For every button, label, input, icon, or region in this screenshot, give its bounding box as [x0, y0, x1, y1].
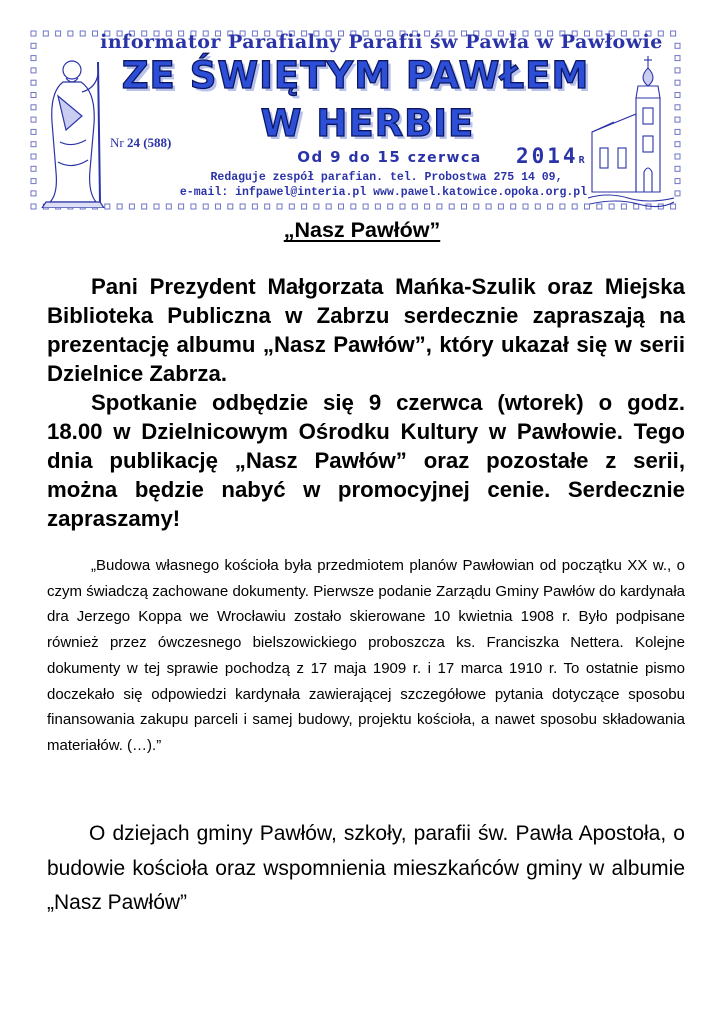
frame-dot: [314, 204, 319, 209]
frame-dot: [363, 204, 368, 209]
masthead-title-line2: W HERBIE: [260, 102, 475, 145]
frame-dot: [400, 204, 405, 209]
lead-paragraph-2: Spotkanie odbędzie się 9 czerwca (wtorek) o godz. 18.00 w Dzielnicowym Ośrodku Kultury w Pawłowie. Tego dnia publikację „Nasz Pawłów” oraz pozostałe z serii, można będzie nabyć w promocyjnej cenie. Serdecznie zapraszamy!: [47, 390, 685, 531]
frame-dot: [486, 204, 491, 209]
contact-line-2: e-mail: infpawel@interia.pl www.pawel.katowice.opoka.org.pl: [179, 186, 588, 199]
year-value: 2014: [516, 144, 579, 168]
frame-dot: [412, 204, 417, 209]
frame-dot: [535, 204, 540, 209]
frame-dot: [129, 204, 134, 209]
frame-dot: [474, 204, 479, 209]
dates-from-word: Od: [297, 148, 324, 166]
frame-dot: [240, 204, 245, 209]
frame-dot: [191, 204, 196, 209]
issue-prefix: Nr: [110, 135, 124, 150]
frame-dot: [265, 204, 270, 209]
frame-dot: [179, 204, 184, 209]
issue-value: 24 (588): [126, 135, 172, 150]
year-suffix: R: [578, 155, 585, 166]
article-lead: [47, 272, 685, 533]
frame-dot: [289, 204, 294, 209]
frame-dot: [31, 31, 36, 36]
frame-dot: [302, 204, 307, 209]
dates-to: 15: [377, 148, 402, 166]
masthead-title-line1: ZE ŚWIĘTYM PAWŁEM: [121, 54, 590, 97]
masthead: [30, 30, 681, 210]
frame-dot: [425, 204, 430, 209]
issue-dates: [64, 148, 715, 166]
frame-dot: [523, 204, 528, 209]
lead-paragraph-1: Pani Prezydent Małgorzata Mańka-Szulik oraz Miejska Biblioteka Publiczna w Zabrzu serdecznie zapraszają na prezentację albumu „Nasz Pawłów”, który ukazał się w serii Dzielnice Zabrza.: [47, 274, 685, 386]
frame-dot: [203, 204, 208, 209]
frame-dot: [31, 43, 36, 48]
frame-dot: [154, 204, 159, 209]
article-quote: [47, 553, 685, 759]
frame-dot: [142, 204, 147, 209]
frame-dot: [375, 204, 380, 209]
frame-dot: [117, 204, 122, 209]
dates-to-word: do: [348, 150, 372, 166]
dates-month: czerwca: [407, 150, 482, 166]
frame-dot: [560, 204, 565, 209]
frame-dot: [351, 204, 356, 209]
frame-dot: [572, 204, 577, 209]
frame-dot: [388, 204, 393, 209]
frame-dot: [437, 204, 442, 209]
dates-from: 9: [330, 148, 343, 166]
article-outro: [47, 817, 685, 921]
contact-line-1: Redaguje zespół parafian. tel. Probostwa 275 14 09,: [210, 171, 563, 184]
frame-dot: [252, 204, 257, 209]
frame-dot: [462, 204, 467, 209]
frame-dot: [449, 204, 454, 209]
frame-dot: [511, 204, 516, 209]
quote-paragraph: „Budowa własnego kościoła była przedmiotem planów Pawłowian od początku XX w., o czym świadczą zachowane dokumenty. Pierwsze podanie Zarządu Gminy Pawłów do kardynała dra Jerzego Koppa we Wrocławiu zostało skierowane 10 kwietnia 1908 r. Było podpisane również przez ówczesnego bielszowickiego proboszcza ks. Franciszka Nettera. Kolejne dokumenty w tej sprawie pochodzą z 17 maja 1909 r. i 17 marca 1910 r. To ostatnie pismo doczekało się odpowiedzi kardynała zawierającej szczegółowe pytania dotyczące sposobu finansowania zakupu parceli i samej budowy, projektu kościoła, a nawet sposobu składowania materiałów. (…).”: [47, 557, 685, 754]
frame-dot: [166, 204, 171, 209]
frame-dot: [277, 204, 282, 209]
frame-dot: [216, 204, 221, 209]
frame-dot: [498, 204, 503, 209]
frame-dot: [339, 204, 344, 209]
outro-paragraph: O dziejach gminy Pawłów, szkoły, parafii św. Pawła Apostoła, o budowie kościoła oraz wspomnienia mieszkańców gminy w albumie „Nasz Pawłów”: [47, 822, 685, 914]
frame-dot: [228, 204, 233, 209]
frame-dot: [548, 204, 553, 209]
frame-dot: [43, 31, 48, 36]
masthead-subtitle: informator Parafialny Parafii św Pawła w Pawłowie: [100, 31, 663, 53]
article-title: „Nasz Pawłów”: [283, 218, 441, 242]
frame-dot: [326, 204, 331, 209]
